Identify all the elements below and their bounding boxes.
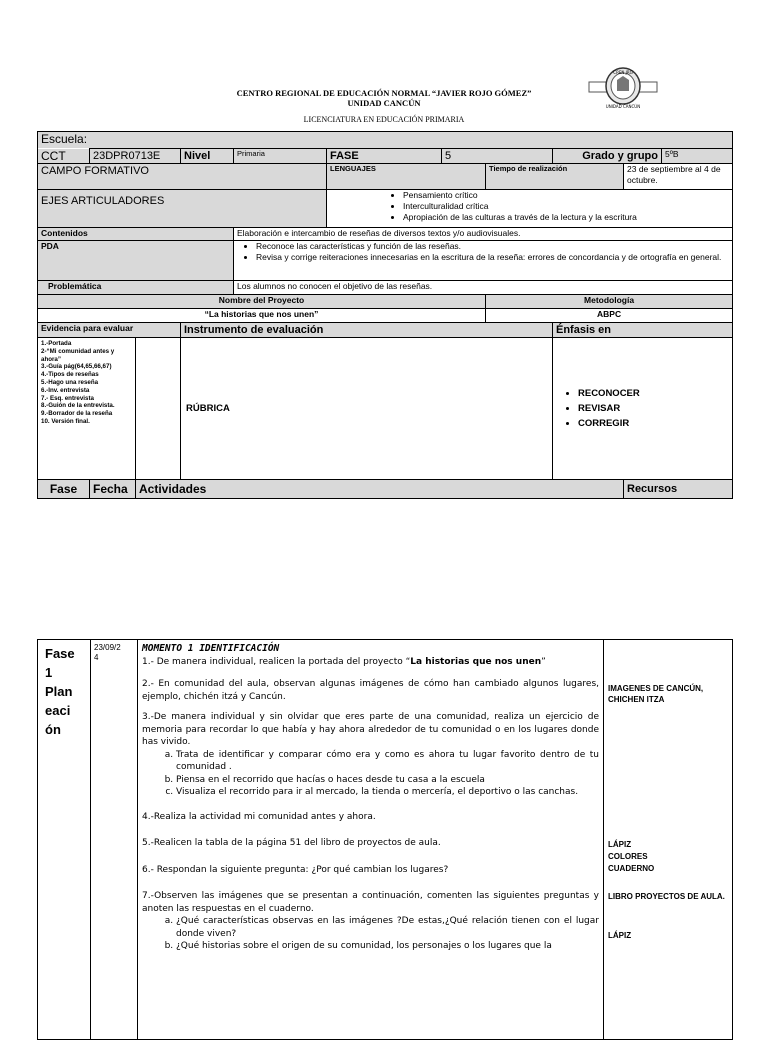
- activity-1: 1.- De manera individual, realicen la portada del proyecto “La historias que nos unen”: [142, 656, 546, 667]
- fase-label: FASE: [327, 149, 442, 164]
- evidencia-item: 3.-Guía pág(64,65,66,67): [41, 363, 112, 371]
- instrumento-label: Instrumento de evaluación: [181, 323, 553, 338]
- campo-value: LENGUAJES: [327, 164, 486, 190]
- enfasis-item: • REVISAR: [578, 401, 729, 416]
- problematica-label: Problemática: [38, 281, 234, 295]
- campo-label: CAMPO FORMATIVO: [38, 164, 327, 190]
- ejes-label: EJES ARTICULADORES: [38, 190, 327, 228]
- recursos-cell: [604, 640, 733, 1040]
- actividades-cell: [138, 640, 604, 1040]
- tiempo-label: Tiempo de realización: [486, 164, 624, 190]
- recurso-item: CUADERNO: [608, 864, 655, 873]
- activities-table: [37, 639, 733, 1040]
- evidencia-item: 4.-Tipos de reseñas: [41, 371, 99, 379]
- activity-7-list: [142, 915, 599, 953]
- contenidos-value: Elaboración e intercambio de reseñas de diversos textos y/o audiovisuales.: [234, 228, 733, 241]
- evidencia-label: Evidencia para evaluar: [38, 323, 181, 338]
- activity-7-item: a. ¿Qué características observas en las imágenes ?De estas,¿Qué relación tienen con el lugar donde viven?: [176, 915, 599, 940]
- eje-item: • Apropiación de las culturas a través de la lectura y la escritura: [403, 212, 729, 223]
- enfasis-item: • CORREGIR: [578, 416, 729, 431]
- institution-title: CENTRO REGIONAL DE EDUCACIÓN NORMAL “JAVIER ROJO GÓMEZ”: [236, 88, 532, 98]
- activity-7: 7.-Observen las imágenes que se presentan a continuación, comenten las siguientes preguntas y anoten las respuestas en el cuaderno.: [142, 891, 599, 914]
- momento-title: MOMENTO 1 IDENTIFICACIÓN: [142, 643, 280, 654]
- activity-6: 6.- Respondan la siguiente pregunta: ¿Por qué cambian los lugares?: [142, 864, 449, 875]
- tiempo-value: 23 de septiembre al 4 de octubre.: [624, 164, 733, 190]
- eje-item: • Pensamiento crítico: [403, 190, 729, 201]
- instrumento-value: RÚBRICA: [181, 338, 553, 480]
- pda-item: • Revisa y corrige reiteraciones innecesarias en la escritura de la reseña: errores de concordancia y de ortografía en general.: [256, 252, 729, 263]
- cct-label: CCT: [38, 149, 90, 164]
- activity-4: 4.-Realiza la actividad mi comunidad antes y ahora.: [142, 811, 376, 822]
- activity-7-item: b. ¿Qué historias sobre el origen de su comunidad, los personajes o los lugares que la: [176, 940, 599, 953]
- cct-value: 23DPR0713E: [90, 149, 181, 164]
- school-seal-logo: [587, 66, 659, 110]
- evidencia-blank: [136, 338, 181, 480]
- evidencia-item: 10. Versión final.: [41, 417, 90, 425]
- metodologia-label: Metodología: [486, 295, 733, 309]
- evidencias-list: [38, 338, 136, 480]
- escuela-cell: Escuela:: [38, 132, 733, 149]
- enfasis-list: [553, 338, 733, 480]
- activity-3-list: [142, 749, 599, 799]
- proyecto-value: “La historias que nos unen”: [38, 309, 486, 323]
- svg-text:CREN JRG: CREN JRG: [613, 70, 633, 75]
- enfasis-label: Énfasis en: [553, 323, 733, 338]
- activity-3: 3.-De manera individual y sin olvidar que eres parte de una comunidad, realiza un ejercicio de memoria para recordar lo que había y hay ahora alrededor de tu comunidad o en los lugares donde has vivido.: [142, 712, 599, 747]
- col-fecha: Fecha: [90, 480, 136, 499]
- ejes-list: [327, 190, 733, 228]
- evidencia-item: 5.-Hago una reseña: [41, 378, 99, 386]
- fase-value: 5: [442, 149, 553, 164]
- evidencia-item: 9.-Borrador de la reseña: [41, 410, 113, 418]
- pda-item: • Reconoce las características y función de las reseñas.: [256, 241, 729, 252]
- nivel-value: Primaria: [234, 149, 327, 164]
- proyecto-label: Nombre del Proyecto: [38, 295, 486, 309]
- metodologia-value: ABPC: [486, 309, 733, 323]
- activity-3-item: c. Visualiza el recorrido para ir al mercado, la tienda o mercería, el deportivo o las canchas.: [176, 786, 599, 799]
- recurso-item: LÁPIZ: [608, 840, 632, 849]
- nivel-label: Nivel: [181, 149, 234, 164]
- activity-3-item: b. Piensa en el recorrido que hacías o haces desde tu casa a la escuela: [176, 774, 599, 787]
- evidencia-item: 6.-Inv. entrevista: [41, 386, 90, 394]
- planning-info-table: [37, 131, 733, 499]
- evidencia-item: 8.-Guión de la entrevista.: [41, 402, 115, 410]
- evidencia-item: 1.-Portada: [41, 340, 72, 347]
- enfasis-item: • RECONOCER: [578, 386, 729, 401]
- contenidos-label: Contenidos: [38, 228, 234, 241]
- unit-title: UNIDAD CANCÚN: [347, 98, 421, 108]
- recurso-item: IMAGENES DE CANCÚN, CHICHEN ITZA: [608, 684, 704, 704]
- pda-list: [234, 241, 733, 281]
- eje-item: • Interculturalidad crítica: [403, 201, 729, 212]
- col-actividades: Actividades: [136, 480, 624, 499]
- activity-5: 5.-Realicen la tabla de la página 51 del libro de proyectos de aula.: [142, 838, 441, 848]
- problematica-value: Los alumnos no conocen el objetivo de las reseñas.: [234, 281, 733, 295]
- evidencia-item: 2-“Mi comunidad antes y ahora”: [41, 347, 115, 363]
- col-recursos: Recursos: [624, 480, 733, 499]
- grado-label: Grado y grupo: [553, 149, 662, 164]
- fecha-cell: 23/09/2 4: [91, 640, 138, 1040]
- grado-value: 5ºB: [662, 149, 733, 164]
- activity-3-item: a. Trata de identificar y comparar cómo era y como es ahora tu lugar favorito dentro de tu comunidad .: [176, 749, 599, 774]
- recurso-item: LIBRO PROYECTOS DE AULA.: [608, 892, 725, 901]
- fase-cell: Fase 1 Plan eaci ón: [38, 640, 91, 1040]
- col-fase: Fase: [38, 480, 90, 499]
- pda-label: PDA: [38, 241, 234, 281]
- degree-title: LICENCIATURA EN EDUCACIÓN PRIMARIA: [303, 115, 465, 124]
- evidencia-item: 7.- Esq. entrevista: [41, 394, 94, 402]
- activity-2: 2.- En comunidad del aula, observan algunas imágenes de cómo han cambiado algunos lugares, ejemplo, chichén itzá y Cancún.: [142, 679, 599, 702]
- recurso-item: COLORES: [608, 852, 648, 861]
- svg-text:UNIDAD CANCÚN: UNIDAD CANCÚN: [605, 104, 641, 109]
- recurso-item: LÁPIZ: [608, 931, 632, 940]
